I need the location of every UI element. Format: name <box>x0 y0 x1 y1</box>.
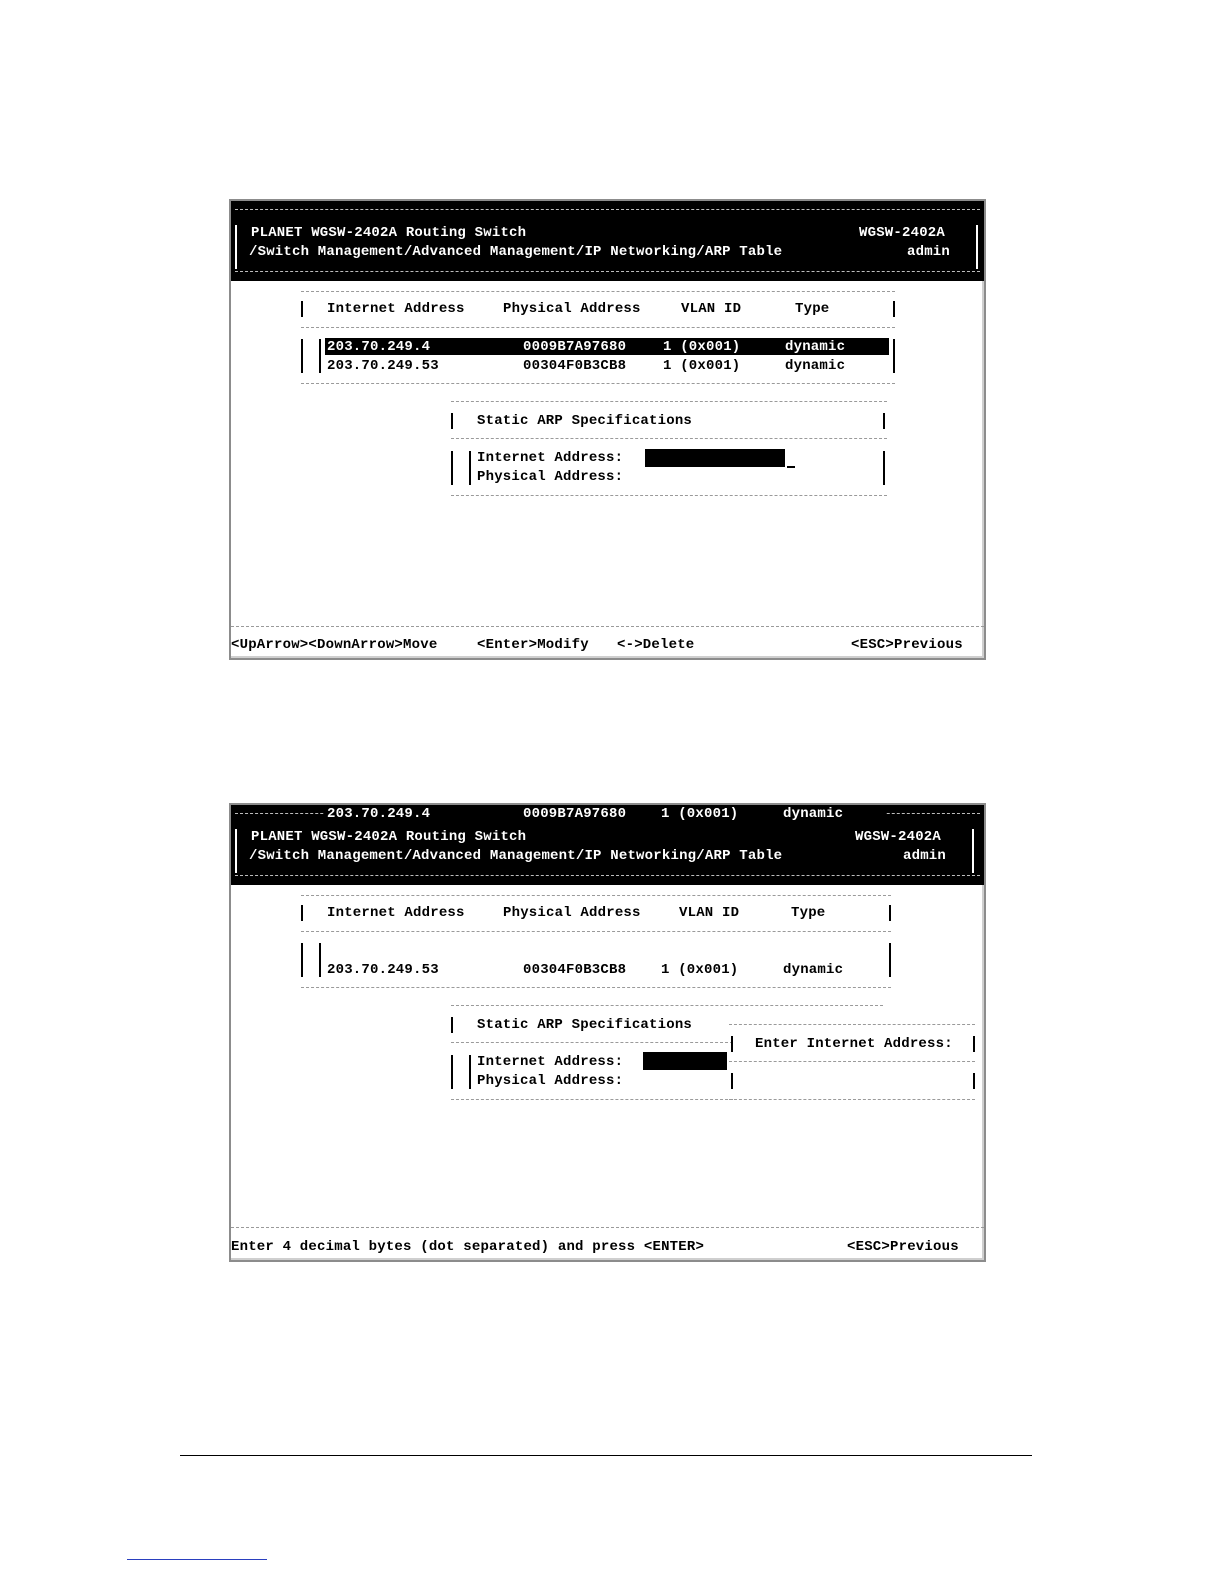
row-type: dynamic <box>785 358 846 374</box>
physical-address-input[interactable] <box>645 469 845 485</box>
footer-entry-hint: Enter 4 decimal bytes (dot separated) and press <ENTER> <box>231 1239 705 1255</box>
row-vlan-id: 1 (0x001) <box>663 339 741 355</box>
row-type: dynamic <box>785 339 846 355</box>
table-row[interactable] <box>325 805 885 822</box>
table-row[interactable] <box>325 338 889 355</box>
row-type: dynamic <box>783 806 844 822</box>
breadcrumb-path: /Switch Management/Advanced Management/IP Networking/ARP Table <box>249 848 783 864</box>
model-name: WGSW-2402A <box>855 829 942 845</box>
column-header-internet-address: Internet Address <box>327 905 465 921</box>
footer-delete-hint: <->Delete <box>617 637 695 653</box>
row-physical-address: 00304F0B3CB8 <box>523 962 627 978</box>
breadcrumb-path: /Switch Management/Advanced Management/IP Networking/ARP Table <box>249 244 783 260</box>
arp-table-screen-browse <box>229 199 986 660</box>
cursor <box>787 466 795 468</box>
internet-address-label: Internet Address: <box>477 1054 624 1070</box>
physical-address-label: Physical Address: <box>477 469 624 485</box>
row-internet-address: 203.70.249.4 <box>327 339 431 355</box>
model-name: WGSW-2402A <box>859 225 946 241</box>
footer-previous-hint: <ESC>Previous <box>847 1239 959 1255</box>
current-user: admin <box>903 848 947 864</box>
page-footer-link-underline <box>127 1559 267 1560</box>
internet-address-input[interactable] <box>643 1052 727 1070</box>
row-type: dynamic <box>783 962 844 978</box>
column-header-vlan-id: VLAN ID <box>679 905 740 921</box>
row-internet-address: 203.70.249.53 <box>327 962 439 978</box>
physical-address-label: Physical Address: <box>477 1073 624 1089</box>
column-header-type: Type <box>791 905 826 921</box>
app-title: PLANET WGSW-2402A Routing Switch <box>251 225 527 241</box>
row-vlan-id: 1 (0x001) <box>661 962 739 978</box>
prompt-title: Enter Internet Address: <box>755 1036 953 1052</box>
column-header-vlan-id: VLAN ID <box>681 301 742 317</box>
static-arp-title: Static ARP Specifications <box>477 1017 693 1033</box>
row-physical-address: 0009B7A97680 <box>523 806 627 822</box>
footer-previous-hint: <ESC>Previous <box>851 637 963 653</box>
footer-modify-hint: <Enter>Modify <box>477 637 589 653</box>
column-header-internet-address: Internet Address <box>327 301 465 317</box>
table-row[interactable] <box>325 961 885 978</box>
app-title: PLANET WGSW-2402A Routing Switch <box>251 829 527 845</box>
internet-address-label: Internet Address: <box>477 450 624 466</box>
row-physical-address: 00304F0B3CB8 <box>523 358 627 374</box>
static-arp-title: Static ARP Specifications <box>477 413 693 429</box>
row-vlan-id: 1 (0x001) <box>661 806 739 822</box>
table-row[interactable] <box>325 357 889 374</box>
page-footer-rule <box>180 1455 1032 1456</box>
prompt-input[interactable] <box>737 1071 967 1089</box>
arp-table-screen-entry <box>229 803 986 1262</box>
column-header-type: Type <box>795 301 830 317</box>
terminal-header <box>231 201 984 281</box>
column-header-physical-address: Physical Address <box>503 301 641 317</box>
row-internet-address: 203.70.249.4 <box>327 806 431 822</box>
footer-move-hint: <UpArrow><DownArrow>Move <box>231 637 438 653</box>
row-internet-address: 203.70.249.53 <box>327 358 439 374</box>
row-physical-address: 0009B7A97680 <box>523 339 627 355</box>
row-vlan-id: 1 (0x001) <box>663 358 741 374</box>
column-header-physical-address: Physical Address <box>503 905 641 921</box>
current-user: admin <box>907 244 951 260</box>
internet-address-input[interactable] <box>645 449 785 467</box>
